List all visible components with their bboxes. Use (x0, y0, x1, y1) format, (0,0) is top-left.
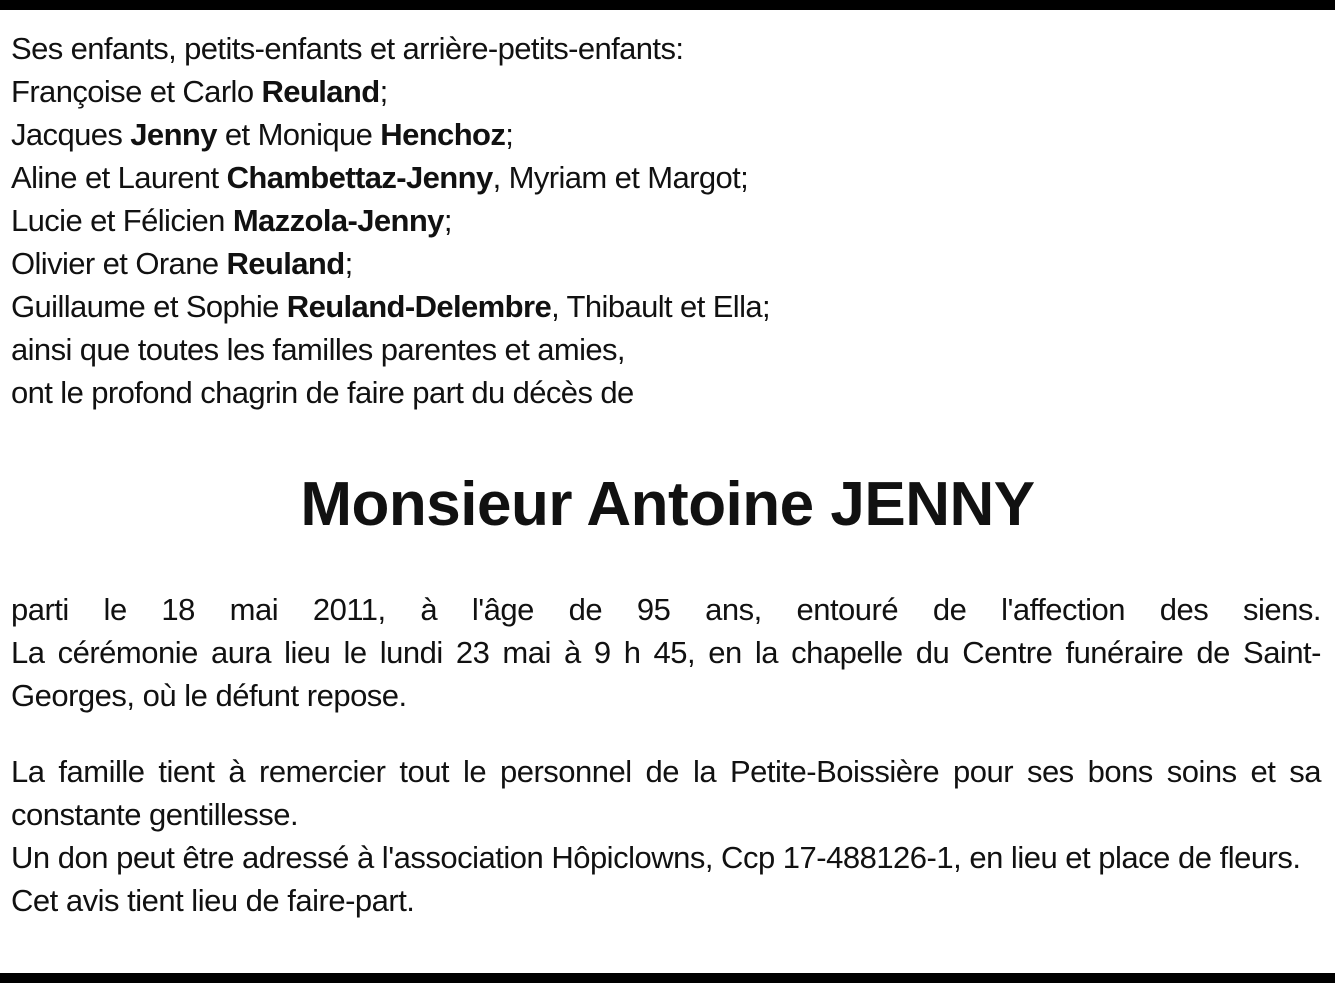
closing-line: ont le profond chagrin de faire part du décès de (11, 375, 634, 410)
family-names: Lucie et Félicien (11, 203, 233, 238)
family-list (11, 27, 1321, 414)
family-names: Guillaume et Sophie (11, 289, 287, 324)
intro-line: Ses enfants, petits-enfants et arrière-petits-enfants: (11, 31, 684, 66)
family-line (11, 199, 1321, 242)
departure-sentence: parti le 18 mai 2011, à l'âge de 95 ans, entouré de l'affection des siens. (11, 592, 1321, 627)
donation-sentence: Un don peut être adressé à l'association Hôpiclowns, Ccp 17-488126-1, en lieu et place de fleurs. (11, 840, 1301, 875)
family-surname: Jenny (130, 117, 217, 152)
family-names: Olivier et Orane (11, 246, 227, 281)
family-line (11, 156, 1321, 199)
family-line (11, 285, 1321, 328)
family-surname: Henchoz (380, 117, 506, 152)
family-names: Aline et Laurent (11, 160, 227, 195)
notice-sentence: Cet avis tient lieu de faire-part. (11, 883, 415, 918)
family-suffix: ; (379, 74, 388, 109)
family-suffix: ; (344, 246, 353, 281)
closing-line: ainsi que toutes les familles parentes et amies, (11, 332, 625, 367)
ceremony-paragraph (11, 588, 1321, 717)
family-surname: Reuland (261, 74, 380, 109)
family-surname: Mazzola-Jenny (232, 203, 444, 238)
family-surname: Reuland (226, 246, 345, 281)
top-rule (0, 0, 1335, 10)
family-names: Jacques (11, 117, 131, 152)
family-names: Françoise et Carlo (11, 74, 262, 109)
family-suffix: , Thibault et Ella; (551, 289, 771, 324)
family-names: et Monique (216, 117, 381, 152)
ceremony-sentence: La cérémonie aura lieu le lundi 23 mai à 9 h 45, en la chapelle du Centre funéraire de Saint-Georges, où le défunt repose. (11, 635, 1321, 713)
family-announcement (11, 27, 1321, 414)
family-line (11, 113, 1321, 156)
deceased-name: Monsieur Antoine JENNY (300, 470, 1035, 539)
family-suffix: ; (505, 117, 514, 152)
thanks-sentence: La famille tient à remercier tout le personnel de la Petite-Boissière pour ses bons soins et sa constante gentillesse. (11, 754, 1321, 832)
family-suffix: ; (443, 203, 452, 238)
family-suffix: , Myriam et Margot; (492, 160, 749, 195)
family-line (11, 242, 1321, 285)
bottom-rule (0, 973, 1335, 983)
family-surname: Reuland-Delembre (286, 289, 552, 324)
family-line (11, 70, 1321, 113)
family-surname: Chambettaz-Jenny (226, 160, 493, 195)
thanks-paragraph (11, 750, 1321, 922)
